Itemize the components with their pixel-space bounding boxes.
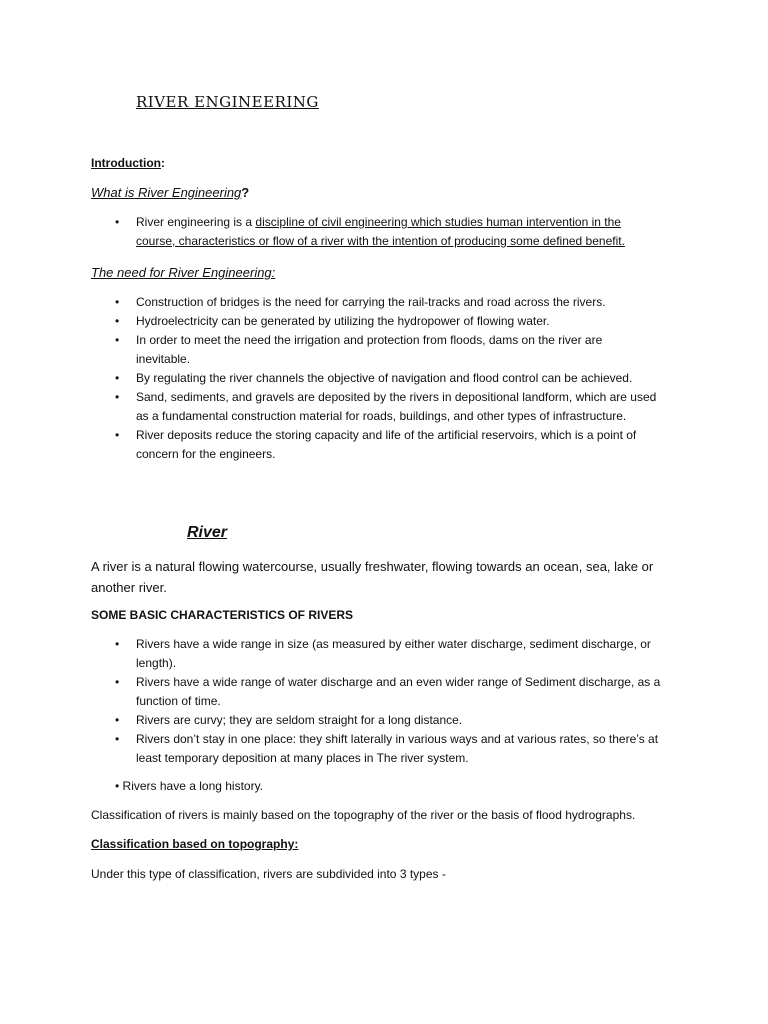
definition-pre: River engineering is a (136, 215, 256, 229)
introduction-heading (91, 154, 165, 173)
need-item: • By regulating the river channels the objective of navigation and flood control can be achieved. (136, 369, 676, 388)
classification-text: Classification of rivers is mainly based on the topography of the river or the basis of flood hydrographs. (91, 808, 636, 822)
definition-link-part2: course, characteristics or flow of a river with the intention of producing some defined benefit. (136, 234, 625, 248)
definition-list (136, 213, 696, 251)
definition-link-part1: discipline of civil engineering which studies human intervention in the (255, 215, 621, 229)
document-title: RIVER ENGINEERING (136, 93, 319, 111)
need-list (136, 293, 676, 464)
need-item: • River deposits reduce the storing capacity and life of the artificial reservoirs, which is a point of concern for the engineers. (136, 426, 681, 464)
characteristic-item: • Rivers don’t stay in one place: they shift laterally in various ways and at various rates, so there’s at least temporary deposition at many places in The river system. (136, 730, 681, 768)
need-item: • Hydroelectricity can be generated by utilizing the hydropower of flowing water. (136, 312, 676, 331)
history-item: • Rivers have a long history. (115, 779, 264, 793)
characteristic-item: • Rivers have a wide range in size (as measured by either water discharge, sediment discharge, or length). (136, 635, 681, 673)
characteristics-heading: SOME BASIC CHARACTERISTICS OF RIVERS (91, 608, 354, 622)
topography-text: Under this type of classification, rivers are subdivided into 3 types - (91, 867, 446, 881)
introduction-colon: : (160, 156, 165, 170)
what-is-question-text: What is River Engineering (91, 185, 242, 200)
river-heading: River (187, 524, 228, 541)
characteristic-item: • Rivers have a wide range of water discharge and an even wider range of Sediment discharge, as a function of time. (136, 673, 676, 711)
what-is-question-mark: ? (241, 185, 250, 200)
river-definition: A river is a natural flowing watercourse, usually freshwater, flowing towards an ocean, sea, lake or another river. (91, 559, 654, 595)
need-item: • Sand, sediments, and gravels are deposited by the rivers in depositional landform, which are used as a fundamental construction material for roads, buildings, and other types of infrastructure. (136, 388, 661, 426)
need-heading: The need for River Engineering: (91, 265, 276, 280)
need-item: • In order to meet the need the irrigation and protection from floods, dams on the river are inevitable. (136, 331, 656, 369)
characteristic-item: • Rivers are curvy; they are seldom straight for a long distance. (136, 711, 681, 730)
what-is-question (91, 182, 249, 203)
topography-heading: Classification based on topography: (91, 837, 299, 851)
characteristics-list (136, 635, 681, 768)
definition-item (136, 213, 696, 251)
need-item: • Construction of bridges is the need for carrying the rail-tracks and road across the rivers. (136, 293, 676, 312)
introduction-heading-text: Introduction (91, 156, 161, 170)
